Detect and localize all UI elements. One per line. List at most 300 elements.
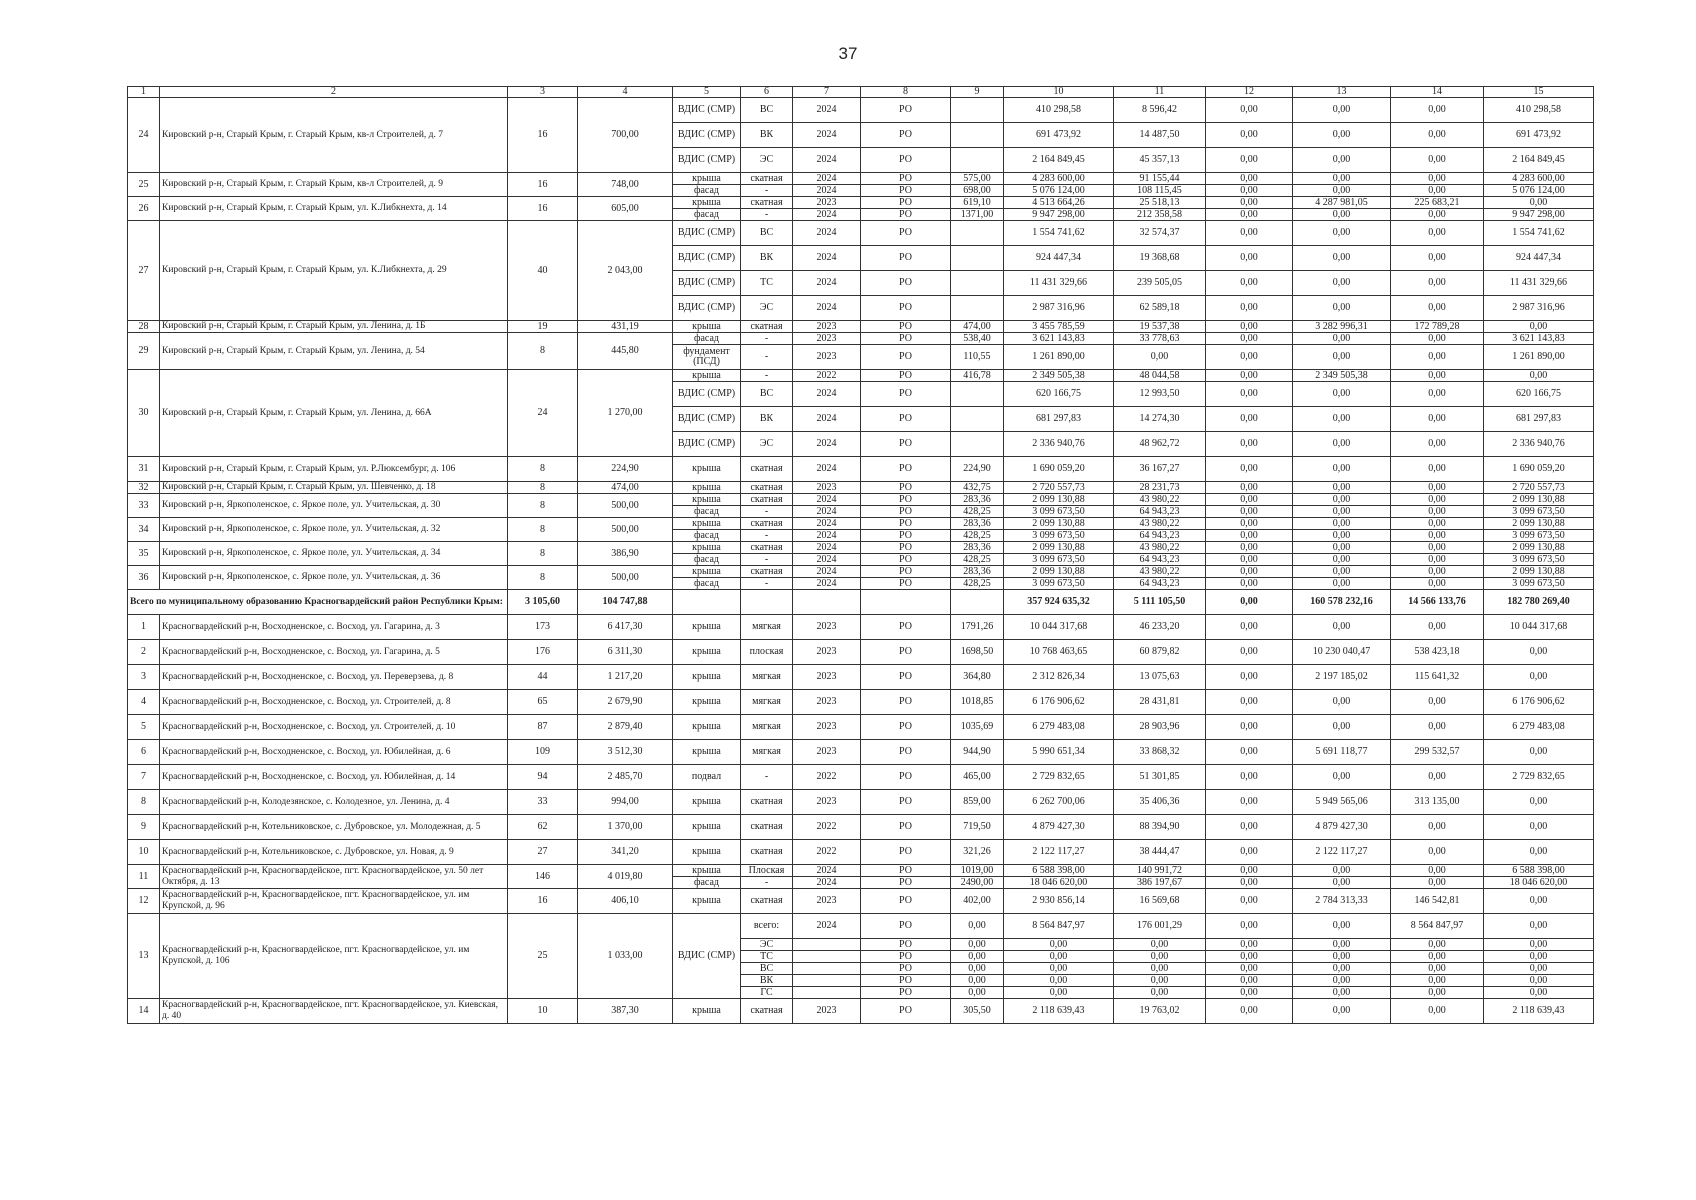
table-cell: 19 763,02	[1114, 999, 1206, 1024]
table-cell: 402,00	[951, 889, 1004, 914]
table-cell: 0,00	[1206, 209, 1293, 221]
table-row	[128, 333, 1594, 345]
table-cell: 14	[128, 999, 160, 1024]
table-cell: 428,25	[951, 578, 1004, 590]
table-cell: РО	[861, 333, 951, 345]
table-cell: 0,00	[1206, 197, 1293, 209]
table-cell: 0,00	[1206, 542, 1293, 554]
table-cell: 0,00	[1206, 148, 1293, 173]
table-cell: фасад	[673, 578, 741, 590]
table-cell: 0,00	[1484, 951, 1594, 963]
table-cell: 0,00	[1206, 578, 1293, 590]
table-cell: 27	[128, 221, 160, 321]
column-number: 13	[1293, 87, 1391, 98]
table-cell: 176	[508, 640, 578, 665]
table-cell: 9 947 298,00	[1004, 209, 1114, 221]
table-cell: 406,10	[578, 889, 673, 914]
table-cell: 4 283 600,00	[1484, 173, 1594, 185]
table-cell: 14 487,50	[1114, 123, 1206, 148]
table-cell: 13 075,63	[1114, 665, 1206, 690]
table-cell: 0,00	[1293, 506, 1391, 518]
table-cell: 0,00	[1206, 939, 1293, 951]
table-cell: Красногвардейский р-н, Восходненское, с. Восход, ул. Гагарина, д. 3	[160, 615, 508, 640]
table-cell: 176 001,29	[1114, 914, 1206, 939]
table-cell: 0,00	[1391, 148, 1484, 173]
table-cell: РО	[861, 578, 951, 590]
table-cell: 575,00	[951, 173, 1004, 185]
table-cell: 0,00	[1391, 939, 1484, 951]
table-cell: 719,50	[951, 815, 1004, 840]
table-cell: -	[741, 185, 793, 197]
table-cell: 5 691 118,77	[1293, 740, 1391, 765]
table-cell: 0,00	[1206, 815, 1293, 840]
table-cell: 146 542,81	[1391, 889, 1484, 914]
column-number: 6	[741, 87, 793, 98]
table-cell: РО	[861, 690, 951, 715]
table-row	[128, 715, 1594, 740]
table-cell	[673, 590, 741, 615]
table-cell: 0,00	[1293, 865, 1391, 877]
table-cell: 924 447,34	[1004, 246, 1114, 271]
table-cell: 40	[508, 221, 578, 321]
table-cell: 0,00	[1391, 715, 1484, 740]
table-cell: 0,00	[1484, 914, 1594, 939]
table-cell: 428,25	[951, 506, 1004, 518]
table-cell: 0,00	[1293, 185, 1391, 197]
table-row	[128, 690, 1594, 715]
table-cell: 619,10	[951, 197, 1004, 209]
table-cell: 0,00	[1293, 690, 1391, 715]
table-cell: 2 784 313,33	[1293, 889, 1391, 914]
table-cell: 0,00	[1206, 765, 1293, 790]
table-cell: 2023	[793, 197, 861, 209]
table-cell: 34	[128, 518, 160, 542]
table-cell: 681 297,83	[1484, 407, 1594, 432]
table-cell: 0,00	[1391, 432, 1484, 457]
table-cell: 321,26	[951, 840, 1004, 865]
table-cell: 16	[508, 197, 578, 221]
table-cell: 2 099 130,88	[1004, 542, 1114, 554]
table-cell: 0,00	[1391, 765, 1484, 790]
table-cell: ВДИС (СМР)	[673, 123, 741, 148]
table-cell: 416,78	[951, 370, 1004, 382]
table-cell: РО	[861, 840, 951, 865]
table-cell: 28 903,96	[1114, 715, 1206, 740]
table-cell: 0,00	[1206, 321, 1293, 333]
table-cell: 64 943,23	[1114, 554, 1206, 566]
table-cell: 9	[128, 815, 160, 840]
table-cell: РО	[861, 482, 951, 494]
table-cell: 0,00	[1114, 939, 1206, 951]
table-cell: 115 641,32	[1391, 665, 1484, 690]
table-cell: Кировский р-н, Яркополенское, с. Яркое поле, ул. Учительская, д. 30	[160, 494, 508, 518]
column-number: 5	[673, 87, 741, 98]
table-cell: 0,00	[1206, 296, 1293, 321]
table-cell: РО	[861, 246, 951, 271]
table-cell: 2024	[793, 246, 861, 271]
table-cell: 16	[508, 98, 578, 173]
table-cell: 212 358,58	[1114, 209, 1206, 221]
table-cell: -	[741, 345, 793, 370]
table-cell: скатная	[741, 840, 793, 865]
table-row	[128, 889, 1594, 914]
table-cell: ВК	[741, 123, 793, 148]
table-cell	[951, 407, 1004, 432]
table-cell: РО	[861, 173, 951, 185]
table-cell: 1371,00	[951, 209, 1004, 221]
table-cell: 46 233,20	[1114, 615, 1206, 640]
table-cell: 43 980,22	[1114, 542, 1206, 554]
table-cell: 8 564 847,97	[1004, 914, 1114, 939]
table-cell: крыша	[673, 640, 741, 665]
table-cell: крыша	[673, 840, 741, 865]
table-cell: 0,00	[1293, 578, 1391, 590]
table-cell: 2024	[793, 296, 861, 321]
table-cell: 0,00	[1391, 271, 1484, 296]
table-row	[128, 482, 1594, 494]
table-cell: 0,00	[1293, 615, 1391, 640]
table-cell: 8	[508, 542, 578, 566]
table-cell: 538,40	[951, 333, 1004, 345]
table-cell: 6 262 700,06	[1004, 790, 1114, 815]
table-row	[128, 914, 1594, 939]
table-cell: 0,00	[1206, 185, 1293, 197]
table-cell: 28	[128, 321, 160, 333]
column-number: 14	[1391, 87, 1484, 98]
table-cell: 25 518,13	[1114, 197, 1206, 209]
table-cell: 0,00	[1293, 221, 1391, 246]
table-cell: 8 564 847,97	[1391, 914, 1484, 939]
table-cell: 2024	[793, 566, 861, 578]
table-cell: 0,00	[1004, 963, 1114, 975]
table-cell: 0,00	[1391, 221, 1484, 246]
table-row	[128, 865, 1594, 877]
table-cell: 3	[128, 665, 160, 690]
table-cell: 0,00	[1484, 740, 1594, 765]
table-cell	[951, 590, 1004, 615]
table-cell: 0,00	[1391, 815, 1484, 840]
table-cell: 4 287 981,05	[1293, 197, 1391, 209]
table-cell: РО	[861, 566, 951, 578]
table-cell: 2 349 505,38	[1293, 370, 1391, 382]
column-number: 12	[1206, 87, 1293, 98]
table-cell: 2024	[793, 542, 861, 554]
table-cell: 2 679,90	[578, 690, 673, 715]
table-cell: РО	[861, 815, 951, 840]
table-cell: скатная	[741, 457, 793, 482]
table-cell: 33	[128, 494, 160, 518]
table-cell: 2024	[793, 877, 861, 889]
table-cell: РО	[861, 457, 951, 482]
table-cell: 0,00	[1206, 98, 1293, 123]
table-cell: крыша	[673, 740, 741, 765]
table-cell: 428,25	[951, 554, 1004, 566]
table-cell: 6 417,30	[578, 615, 673, 640]
table-cell: 299 532,57	[1391, 740, 1484, 765]
table-cell: 2023	[793, 790, 861, 815]
table-cell	[793, 951, 861, 963]
table-cell: 2 879,40	[578, 715, 673, 740]
table-cell: ВДИС (СМР)	[673, 296, 741, 321]
table-row	[128, 740, 1594, 765]
table-cell: 1 261 890,00	[1004, 345, 1114, 370]
table-cell: 2 118 639,43	[1484, 999, 1594, 1024]
table-cell: 0,00	[1293, 382, 1391, 407]
table-cell: 5 949 565,06	[1293, 790, 1391, 815]
table-cell: 88 394,90	[1114, 815, 1206, 840]
table-cell: 2 720 557,73	[1484, 482, 1594, 494]
table-cell: 691 473,92	[1004, 123, 1114, 148]
table-cell: 0,00	[1391, 209, 1484, 221]
table-cell: РО	[861, 506, 951, 518]
table-cell: 2490,00	[951, 877, 1004, 889]
table-cell: 0,00	[1391, 542, 1484, 554]
table-cell: 2024	[793, 148, 861, 173]
table-cell: Красногвардейский р-н, Восходненское, с. Восход, ул. Строителей, д. 10	[160, 715, 508, 740]
table-cell: 27	[508, 840, 578, 865]
table-cell: 748,00	[578, 173, 673, 197]
table-cell: РО	[861, 370, 951, 382]
table-cell: 0,00	[1293, 518, 1391, 530]
table-cell: 0,00	[1484, 840, 1594, 865]
table-cell: 859,00	[951, 790, 1004, 815]
table-cell: 3 621 143,83	[1484, 333, 1594, 345]
column-number: 7	[793, 87, 861, 98]
table-cell: РО	[861, 530, 951, 542]
table-cell: -	[741, 209, 793, 221]
table-cell: 2022	[793, 840, 861, 865]
table-cell: 32 574,37	[1114, 221, 1206, 246]
table-cell: 3 512,30	[578, 740, 673, 765]
table-cell: 0,00	[1391, 554, 1484, 566]
table-cell: 0,00	[1293, 271, 1391, 296]
table-cell: 0,00	[1293, 877, 1391, 889]
table-cell: 0,00	[1293, 975, 1391, 987]
table-cell: 283,36	[951, 542, 1004, 554]
table-cell: 2 164 849,45	[1484, 148, 1594, 173]
table-cell: 0,00	[1391, 123, 1484, 148]
table-cell: 0,00	[1206, 951, 1293, 963]
table-cell: 64 943,23	[1114, 530, 1206, 542]
table-cell: 2 122 117,27	[1004, 840, 1114, 865]
table-row	[128, 665, 1594, 690]
table-cell: 0,00	[1206, 640, 1293, 665]
table-cell: 3 099 673,50	[1004, 554, 1114, 566]
table-cell: 0,00	[1114, 963, 1206, 975]
table-cell: 2 099 130,88	[1004, 494, 1114, 506]
table-cell: 19 368,68	[1114, 246, 1206, 271]
table-cell: 0,00	[951, 939, 1004, 951]
table-cell: 313 135,00	[1391, 790, 1484, 815]
table-cell: 18 046 620,00	[1004, 877, 1114, 889]
table-cell: 224,90	[578, 457, 673, 482]
table-cell: РО	[861, 296, 951, 321]
table-cell	[951, 271, 1004, 296]
table-cell: крыша	[673, 518, 741, 530]
table-cell: ВС	[741, 98, 793, 123]
table-cell: РО	[861, 877, 951, 889]
table-cell: 0,00	[951, 914, 1004, 939]
table-cell: 28 431,81	[1114, 690, 1206, 715]
table-cell: 3 105,60	[508, 590, 578, 615]
table-cell: подвал	[673, 765, 741, 790]
table-cell: 16	[508, 889, 578, 914]
table-cell: 2024	[793, 382, 861, 407]
table-cell: 691 473,92	[1484, 123, 1594, 148]
table-cell: 19 537,38	[1114, 321, 1206, 333]
table-cell: 0,00	[1391, 246, 1484, 271]
table-cell: 9 947 298,00	[1484, 209, 1594, 221]
table-cell: ЭС	[741, 296, 793, 321]
table-cell: 0,00	[1391, 865, 1484, 877]
table-cell: 43 980,22	[1114, 518, 1206, 530]
table-cell: РО	[861, 321, 951, 333]
table-cell: 386 197,67	[1114, 877, 1206, 889]
table-cell: 0,00	[1391, 333, 1484, 345]
table-cell: 2022	[793, 765, 861, 790]
table-cell: 0,00	[1206, 715, 1293, 740]
table-cell: 0,00	[1293, 914, 1391, 939]
table-cell: фасад	[673, 506, 741, 518]
table-cell: ВС	[741, 963, 793, 975]
table-cell: скатная	[741, 790, 793, 815]
table-cell: крыша	[673, 865, 741, 877]
table-cell: 2 349 505,38	[1004, 370, 1114, 382]
table-cell: Кировский р-н, Старый Крым, г. Старый Крым, ул. К.Либкнехта, д. 29	[160, 221, 508, 321]
table-cell: 2 043,00	[578, 221, 673, 321]
table-cell: 0,00	[1293, 296, 1391, 321]
table-cell: 0,00	[1206, 432, 1293, 457]
table-cell: 65	[508, 690, 578, 715]
table-cell: 2	[128, 640, 160, 665]
table-cell: 2 930 856,14	[1004, 889, 1114, 914]
table-cell: 2024	[793, 457, 861, 482]
table-cell: 45 357,13	[1114, 148, 1206, 173]
table-cell: 3 455 785,59	[1004, 321, 1114, 333]
table-cell: 500,00	[578, 494, 673, 518]
table-cell: 0,00	[1293, 407, 1391, 432]
table-cell: РО	[861, 185, 951, 197]
table-cell: 0,00	[1206, 690, 1293, 715]
table-cell: ВДИС (СМР)	[673, 246, 741, 271]
table-cell: 4	[128, 690, 160, 715]
table-cell: Красногвардейский р-н, Восходненское, с. Восход, ул. Переверзева, д. 8	[160, 665, 508, 690]
table-cell: РО	[861, 615, 951, 640]
table-cell: скатная	[741, 999, 793, 1024]
table-cell: 11 431 329,66	[1484, 271, 1594, 296]
table-cell: 8 596,42	[1114, 98, 1206, 123]
table-cell: 13	[128, 914, 160, 999]
table-cell: 0,00	[1391, 840, 1484, 865]
table-cell: 36 167,27	[1114, 457, 1206, 482]
table-cell: 283,36	[951, 566, 1004, 578]
table-cell	[793, 987, 861, 999]
table-cell: 0,00	[1206, 173, 1293, 185]
table-cell: 32	[128, 482, 160, 494]
table-cell: Красногвардейский р-н, Красногвардейское, пгт. Красногвардейское, ул. 50 лет Октября, д. 13	[160, 865, 508, 889]
table-cell	[951, 148, 1004, 173]
table-cell: РО	[861, 951, 951, 963]
table-row	[128, 815, 1594, 840]
table-cell: 0,00	[1484, 197, 1594, 209]
table-cell: 1 033,00	[578, 914, 673, 999]
table-cell: Кировский р-н, Старый Крым, г. Старый Крым, ул. Р.Люксембург, д. 106	[160, 457, 508, 482]
table-cell: Кировский р-н, Старый Крым, г. Старый Крым, ул. Ленина, д. 66А	[160, 370, 508, 457]
table-cell: 700,00	[578, 98, 673, 173]
table-cell: 0,00	[1004, 939, 1114, 951]
table-row	[128, 173, 1594, 185]
table-cell: 1019,00	[951, 865, 1004, 877]
table-cell: РО	[861, 999, 951, 1024]
table-cell: 0,00	[1206, 865, 1293, 877]
table-cell: 2023	[793, 665, 861, 690]
table-cell: Красногвардейский р-н, Восходненское, с. Восход, ул. Юбилейная, д. 6	[160, 740, 508, 765]
table-cell: 0,00	[1206, 999, 1293, 1024]
table-cell: 2024	[793, 271, 861, 296]
table-cell: 0,00	[1206, 740, 1293, 765]
table-cell: 29	[128, 333, 160, 370]
table-cell: РО	[861, 665, 951, 690]
table-cell: 173	[508, 615, 578, 640]
table-cell: 4 879 427,30	[1004, 815, 1114, 840]
register-body	[128, 98, 1594, 1024]
table-cell: РО	[861, 494, 951, 506]
table-cell: 2024	[793, 494, 861, 506]
table-cell: ВС	[741, 221, 793, 246]
table-cell: РО	[861, 740, 951, 765]
table-row	[128, 640, 1594, 665]
table-cell: 0,00	[1206, 518, 1293, 530]
table-cell: фасад	[673, 877, 741, 889]
table-cell: крыша	[673, 815, 741, 840]
table-cell: РО	[861, 123, 951, 148]
table-cell: РО	[861, 963, 951, 975]
table-cell: 172 789,28	[1391, 321, 1484, 333]
table-cell: скатная	[741, 173, 793, 185]
table-cell: 0,00	[1391, 173, 1484, 185]
table-cell: РО	[861, 765, 951, 790]
table-cell: крыша	[673, 370, 741, 382]
table-cell: РО	[861, 914, 951, 939]
table-row	[128, 615, 1594, 640]
table-cell: 24	[128, 98, 160, 173]
table-cell: 6 176 906,62	[1004, 690, 1114, 715]
table-cell: 1 554 741,62	[1004, 221, 1114, 246]
table-cell: 2023	[793, 615, 861, 640]
table-cell: РО	[861, 209, 951, 221]
table-cell: крыша	[673, 494, 741, 506]
table-cell: 0,00	[1114, 951, 1206, 963]
table-cell: 1 370,00	[578, 815, 673, 840]
table-cell: 432,75	[951, 482, 1004, 494]
table-row	[128, 518, 1594, 530]
table-cell: 0,00	[1004, 975, 1114, 987]
table-cell: 620 166,75	[1484, 382, 1594, 407]
table-cell: 8	[508, 457, 578, 482]
table-cell: 0,00	[1391, 345, 1484, 370]
table-cell: крыша	[673, 715, 741, 740]
table-cell: Красногвардейский р-н, Красногвардейское, пгт. Красногвардейское, ул. им Крупской, д. 106	[160, 914, 508, 999]
table-cell: 387,30	[578, 999, 673, 1024]
table-cell: крыша	[673, 457, 741, 482]
table-cell: 0,00	[1206, 457, 1293, 482]
table-cell: 38 444,47	[1114, 840, 1206, 865]
table-cell: 6 176 906,62	[1484, 690, 1594, 715]
table-cell: 0,00	[1484, 987, 1594, 999]
table-cell: 25	[508, 914, 578, 999]
table-cell: 0,00	[1484, 889, 1594, 914]
table-cell: 0,00	[1391, 506, 1484, 518]
